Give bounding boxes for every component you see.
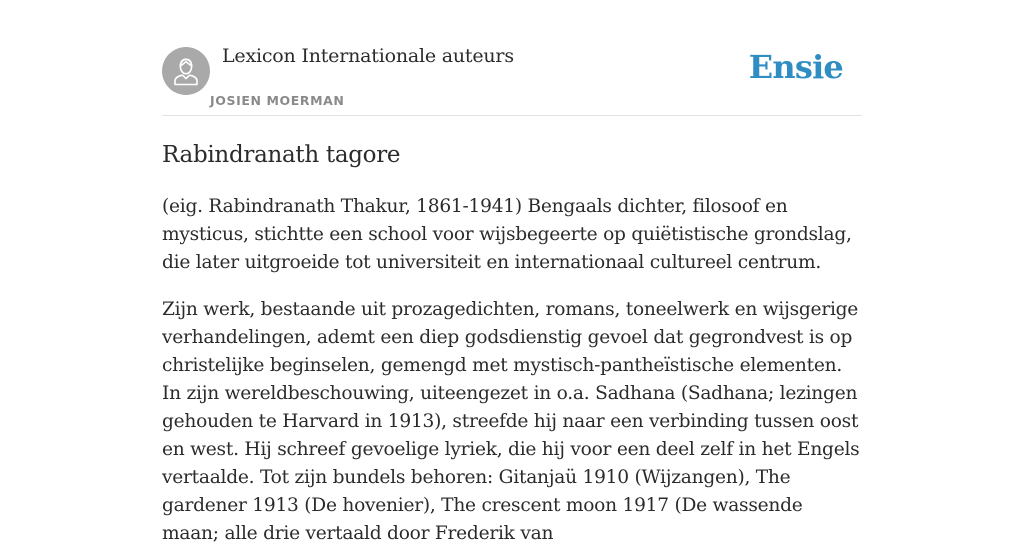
lexicon-header	[162, 0, 862, 116]
author-avatar[interactable]	[162, 47, 210, 95]
author-name[interactable]: JOSIEN MOERMAN	[210, 93, 345, 108]
article-container	[162, 0, 862, 548]
article-paragraph: Zijn werk, bestaande uit prozagedichten, romans, toneelwerk en wijsgerige verhandelingen, ademt een diep godsdienstig gevoel dat gegrondvest is op christelijke beginselen, gemengd met mystisch-pantheïstische elementen. In zijn wereldbeschouwing, uiteengezet in o.a. Sadhana (Sadhana; lezingen gehouden te Harvard in 1913), streefde hij naar een verbinding tussen oost en west. Hij schreef gevoelige lyriek, die hij voor een deel zelf in het Engels vertaalde. Tot zijn bundels behoren: Gitanjaü 1910 (Wijzangen), The gardener 1913 (De hovenier), The crescent moon 1917 (De wassende maan; alle drie vertaald door Frederik van	[162, 299, 860, 544]
brand-logo[interactable]: Ensie	[748, 48, 843, 86]
lexicon-title[interactable]: Lexicon Internationale auteurs	[222, 45, 514, 67]
user-silhouette-icon	[162, 47, 210, 95]
article-title: Rabindranath tagore	[162, 142, 401, 168]
article-paragraph: (eig. Rabindranath Thakur, 1861-1941) Bengaals dichter, filosoof en mysticus, stichtte een school voor wijsbegeerte op quiëtistische grondslag, die later uitgroeide tot universiteit en internationaal cultureel centrum.	[162, 196, 852, 273]
